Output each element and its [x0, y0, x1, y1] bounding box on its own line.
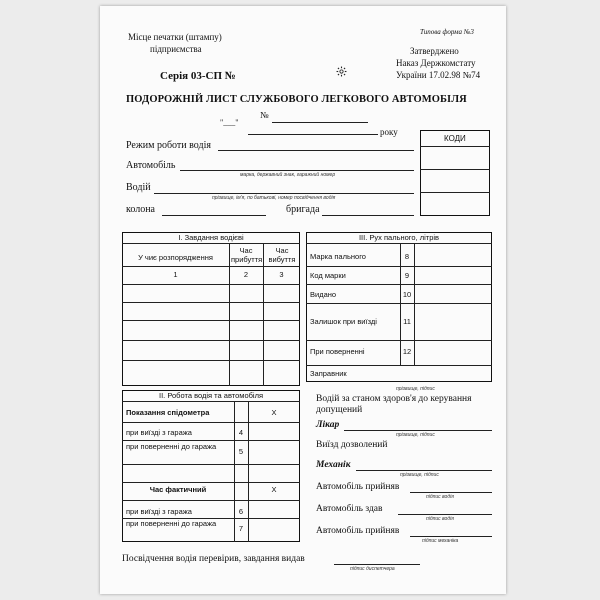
speedometer-label: Показання спідометра: [126, 408, 210, 417]
table-rule: [122, 302, 300, 303]
accepted-sign-field[interactable]: [410, 492, 492, 493]
mode-field[interactable]: [218, 150, 414, 151]
actual-time-label: Час фактичний: [149, 485, 207, 494]
driver-hint: прізвище, ім'я, по батькові, номер посвідчення водія: [212, 195, 336, 201]
seal-icon: [336, 66, 347, 77]
car-accepted-2-label: Автомобіль прийняв: [316, 526, 400, 536]
mechanic-label: Механік: [316, 460, 351, 470]
car-hint: марка, державний знак, гаражний номер: [240, 172, 336, 178]
table-rule: [263, 243, 264, 386]
codes-divider: [420, 192, 490, 193]
dispatcher-sign-hint: підпис диспетчера: [350, 566, 395, 572]
task-col-departure: Час вибуття: [268, 246, 296, 264]
driver-sign-hint: підпис водія: [426, 494, 454, 500]
number-field[interactable]: [272, 122, 368, 123]
signature-hint: прізвище, підпис: [396, 386, 435, 392]
task-col-arrival: Час прибуття: [231, 246, 263, 264]
driver-sign-hint: підпис водія: [426, 516, 454, 522]
dispatcher-sign-field[interactable]: [334, 564, 420, 565]
order-label: Наказ Держкомстату: [396, 58, 476, 68]
table-rule: [229, 243, 230, 386]
work-num: 6: [238, 507, 244, 516]
fuel-return-label: При поверненні: [310, 347, 365, 356]
table-rule: [122, 500, 300, 501]
codes-label: КОДИ: [444, 134, 466, 143]
task-num-2: 2: [243, 270, 249, 279]
table-rule: [122, 320, 300, 321]
health-label: Водій за станом здоров'я до керування допущений: [316, 394, 472, 415]
form-type-label: Типова форма №3: [420, 28, 474, 36]
work-title: II. Робота водія та автомобіля: [158, 391, 264, 400]
signature-hint: прізвище, підпис: [396, 432, 435, 438]
fuel-num: 10: [402, 290, 412, 299]
accepted-2-sign-field[interactable]: [410, 536, 492, 537]
return-garage-label: при поверненні до гаража: [126, 519, 217, 528]
task-col-dispatch: У чиє розпорядження: [138, 253, 213, 262]
fuel-brand-label: Марка пального: [310, 252, 366, 261]
codes-divider: [420, 169, 490, 170]
exit-allowed-label: Виїзд дозволений: [316, 440, 388, 450]
table-rule: [122, 440, 300, 441]
fuel-code-label: Код марки: [310, 271, 346, 280]
stamp-company-label: підприємства: [150, 44, 202, 54]
table-rule: [306, 284, 492, 285]
work-num: 7: [238, 524, 244, 533]
fuel-num: 9: [404, 271, 410, 280]
task-num-3: 3: [279, 270, 284, 279]
x-mark: X: [271, 485, 277, 494]
x-mark: X: [271, 408, 277, 417]
car-handed-label: Автомобіль здав: [316, 504, 383, 514]
table-rule: [122, 482, 300, 483]
number-label: №: [260, 110, 269, 120]
brigade-label: бригада: [286, 204, 320, 215]
car-label: Автомобіль: [126, 160, 176, 171]
checked-label: Посвідчення водія перевірив, завдання видав: [122, 554, 305, 564]
mechanic-sign-hint: підпис механіка: [422, 538, 459, 544]
codes-divider: [420, 146, 490, 147]
table-rule: [122, 401, 300, 402]
fuel-remaining-label: Залишок при виїзді: [310, 317, 377, 326]
out-garage-label: при виїзді з гаража: [126, 428, 192, 437]
fuel-num: 11: [403, 317, 411, 326]
table-rule: [306, 303, 492, 304]
car-field[interactable]: [180, 170, 414, 171]
table-rule: [122, 360, 300, 361]
fuel-issued-label: Видано: [310, 290, 337, 299]
date-quotes: "___": [220, 118, 239, 127]
date-field[interactable]: [248, 134, 378, 135]
approved-label: Затверджено: [410, 46, 459, 56]
handed-sign-field[interactable]: [398, 514, 492, 515]
table-rule: [306, 365, 492, 366]
mode-label: Режим роботи водія: [126, 140, 211, 151]
doctor-label: Лікар: [316, 420, 340, 430]
table-rule: [122, 243, 300, 244]
work-num: 5: [238, 447, 244, 456]
waybill-form: [100, 6, 506, 594]
task-num-1: 1: [173, 270, 178, 279]
table-rule: [414, 243, 415, 365]
brigade-field[interactable]: [322, 215, 414, 216]
stamp-place-label: Місце печатки (штампу): [128, 32, 222, 42]
table-rule: [122, 266, 300, 267]
page-title: ПОДОРОЖНІЙ ЛИСТ СЛУЖБОВОГО ЛЕГКОВОГО АВТОМОБІЛЯ: [126, 94, 467, 105]
order-date-label: України 17.02.98 №74: [396, 70, 481, 80]
table-rule: [122, 464, 300, 465]
column-field[interactable]: [162, 215, 266, 216]
table-rule: [306, 266, 492, 267]
doctor-sign-field[interactable]: [344, 430, 492, 431]
table-rule: [122, 284, 300, 285]
out-garage-label: при виїзді з гаража: [126, 507, 192, 516]
car-accepted-label: Автомобіль прийняв: [316, 482, 400, 492]
refueler-label: Заправник: [310, 369, 347, 378]
fuel-title: III. Рух пального, літрів: [358, 233, 440, 242]
work-num: 4: [238, 428, 244, 437]
table-rule: [306, 243, 492, 244]
fuel-num: 8: [404, 252, 410, 261]
column-label: колона: [126, 204, 155, 215]
task-title: I. Завдання водієві: [178, 233, 244, 242]
table-rule: [306, 340, 492, 341]
signature-hint: прізвище, підпис: [400, 472, 439, 478]
year-label: року: [380, 127, 398, 137]
fuel-num: 12: [402, 347, 412, 356]
series-label: Серія 03-СП №: [160, 70, 236, 82]
mechanic-sign-field[interactable]: [356, 470, 492, 471]
return-garage-label: при поверненні до гаража: [126, 442, 217, 451]
table-rule: [122, 340, 300, 341]
driver-label: Водій: [126, 182, 151, 193]
driver-field[interactable]: [154, 193, 414, 194]
table-rule: [122, 422, 300, 423]
